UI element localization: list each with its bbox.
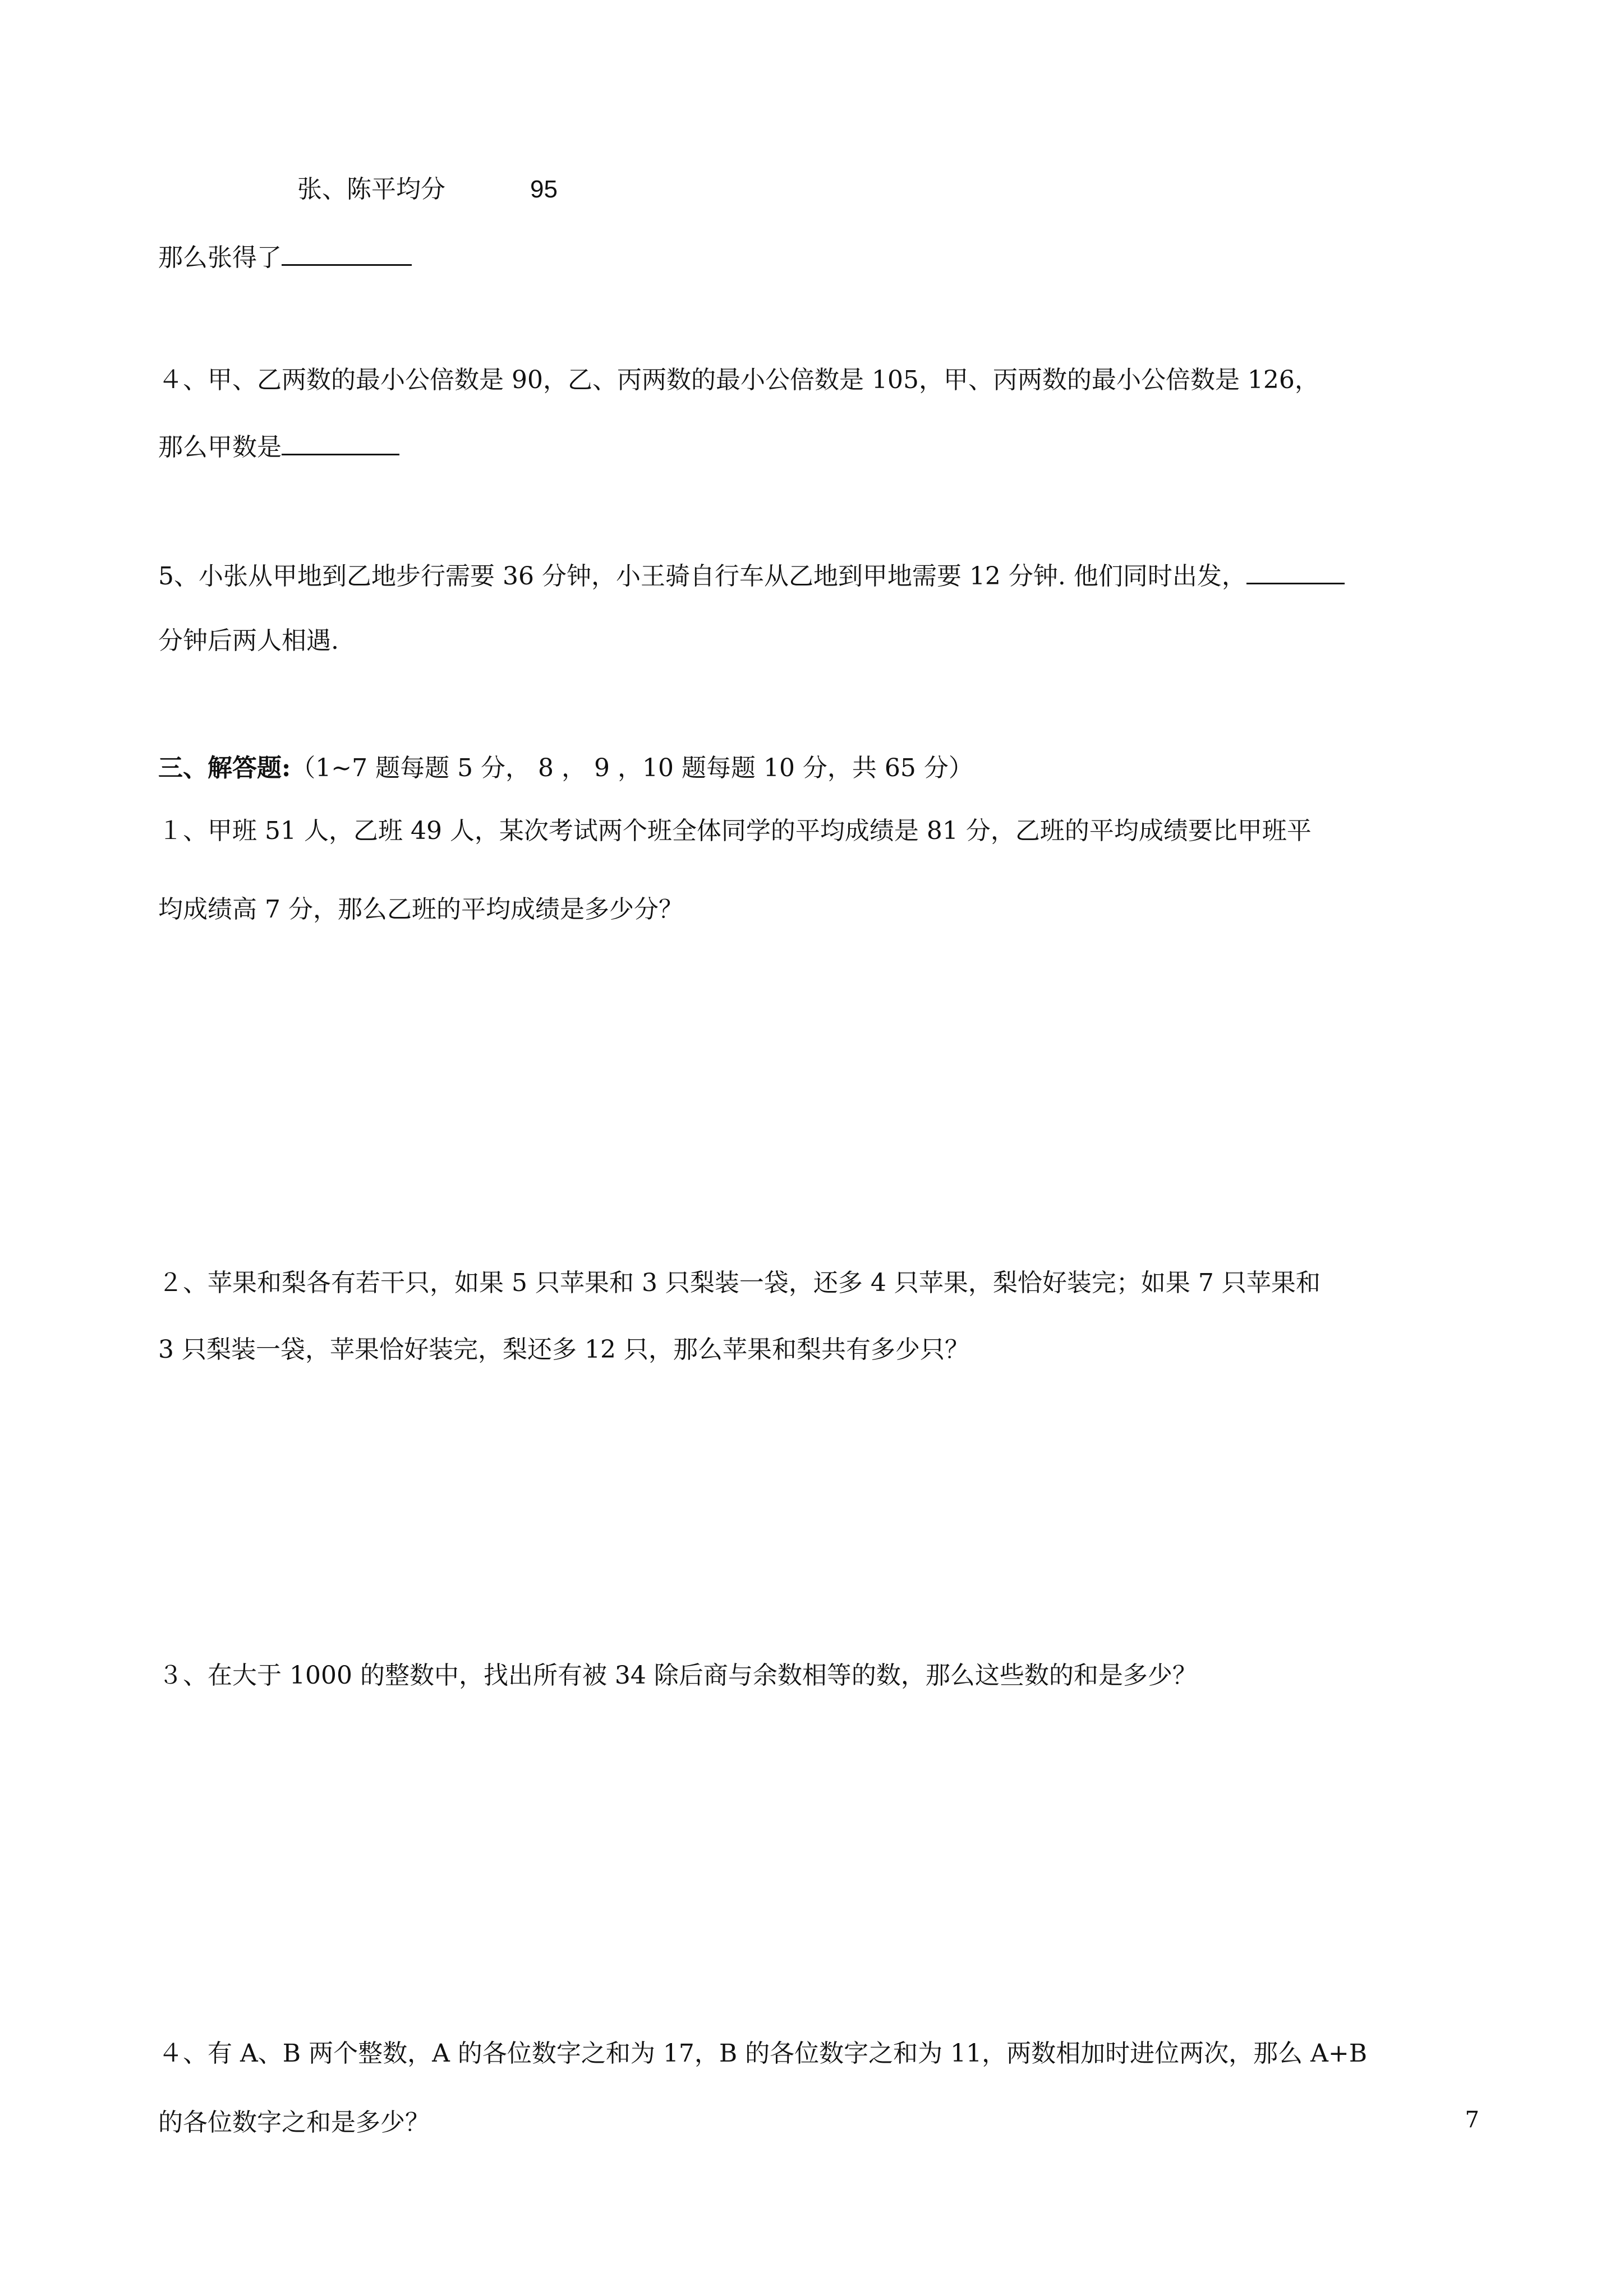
section3-q2-line1: ２、苹果和梨各有若干只，如果 5 只苹果和 3 只梨装一袋，还多 4 只苹果，梨恰好装完；如果 7 只苹果和 xyxy=(158,1269,1321,1297)
q5-fill-line1 xyxy=(158,560,1345,593)
q5-text: 5、小张从甲地到乙地步行需要 36 分钟，小王骑自行车从乙地到甲地需要 12 分钟. 他们同时出发， xyxy=(158,562,1246,591)
section3-q2-line2: 3 只梨装一袋，苹果恰好装完，梨还多 12 只，那么苹果和梨共有多少只？ xyxy=(158,1335,969,1364)
average-score-label: 张、陈平均分 xyxy=(297,175,445,204)
q4-answer-line xyxy=(158,431,399,464)
q3-prompt: 那么张得了 xyxy=(158,243,282,272)
section3-scoring: （1~7 题每题 5 分， 8 ， 9 ，10 题每题 10 分，共 65 分） xyxy=(291,754,973,782)
section3-q3-line1: ３、在大于 1000 的整数中，找出所有被 34 除后商与余数相等的数，那么这些数的和是多少？ xyxy=(158,1661,1197,1690)
section3-heading xyxy=(158,751,973,785)
section3-q1-line1: １、甲班 51 人，乙班 49 人，某次考试两个班全体同学的平均成绩是 81 分，乙班的平均成绩要比甲班平 xyxy=(158,817,1312,845)
q5-answer-blank xyxy=(1246,560,1345,584)
q4-prompt: 那么甲数是 xyxy=(158,433,282,462)
q4-answer-blank xyxy=(282,431,399,455)
average-score-value: 95 xyxy=(530,176,558,203)
section3-q4-line1: ４、有 A、B 两个整数，A 的各位数字之和为 17，B 的各位数字之和为 11，两数相加时进位两次，那么 A+B xyxy=(158,2039,1368,2068)
section3-title: 三、解答题: xyxy=(158,754,291,782)
section3-q1-line2: 均成绩高 7 分，那么乙班的平均成绩是多少分？ xyxy=(158,895,683,924)
q3-answer-line xyxy=(158,241,412,275)
section3-q4-line2: 的各位数字之和是多少？ xyxy=(158,2108,430,2137)
q4-fill-line1: ４、甲、乙两数的最小公倍数是 90，乙、丙两数的最小公倍数是 105，甲、丙两数的最小公倍数是 126， xyxy=(158,366,1319,394)
page-number: 7 xyxy=(1465,2107,1479,2133)
q3-answer-blank xyxy=(282,242,412,266)
q5-fill-line2: 分钟后两人相遇. xyxy=(158,626,339,655)
